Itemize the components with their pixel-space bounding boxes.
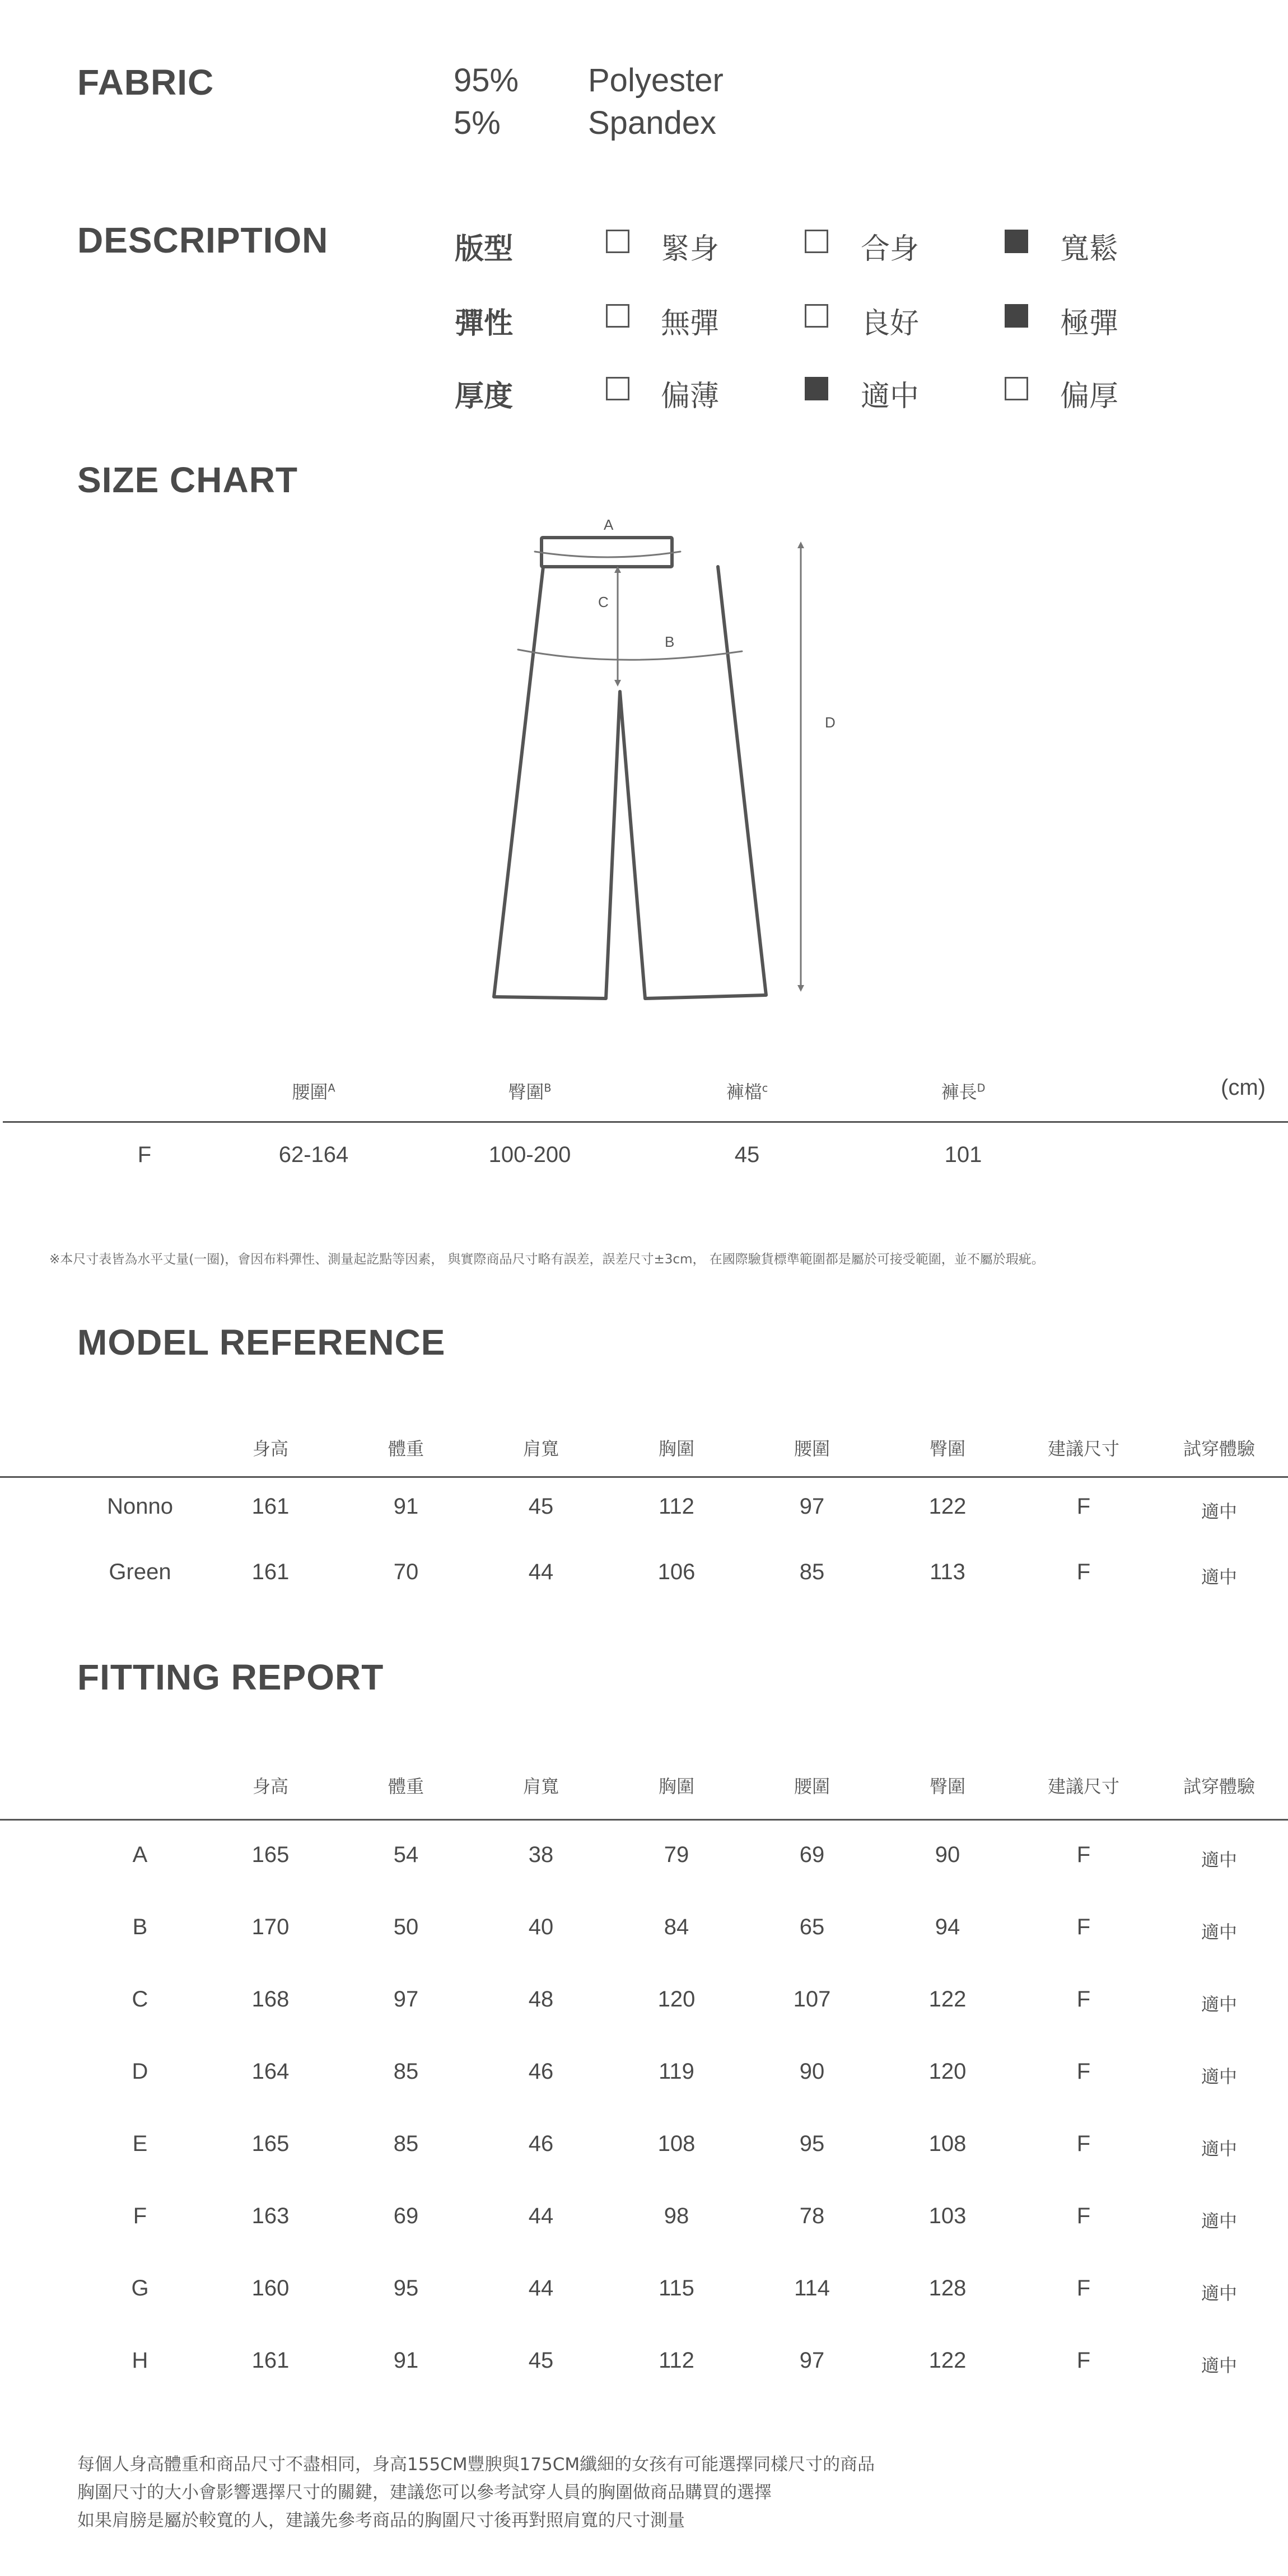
size-cell-hip: 100-200 bbox=[488, 1142, 571, 1167]
table-cell: 54 bbox=[393, 1842, 419, 1867]
model-header-fit-experience: 試穿體驗 bbox=[1183, 1438, 1255, 1459]
table-cell: 114 bbox=[794, 2276, 830, 2300]
option-label: 良好 bbox=[861, 307, 920, 340]
model-reference-title: MODEL REFERENCE bbox=[77, 1322, 446, 1362]
table-cell: F bbox=[1076, 2059, 1091, 2084]
checkbox-elastic-2 bbox=[1005, 304, 1028, 328]
pants-diagram bbox=[482, 507, 836, 1011]
table-cell: 50 bbox=[393, 1915, 419, 1939]
size-cell-size: F bbox=[137, 1142, 152, 1167]
table-cell: 46 bbox=[528, 2131, 554, 2156]
table-cell: 113 bbox=[930, 1560, 965, 1584]
size-table-divider bbox=[3, 1121, 1288, 1123]
fitting-header-weight: 體重 bbox=[388, 1776, 424, 1797]
table-cell: 170 bbox=[251, 1915, 290, 1939]
table-cell: 97 bbox=[393, 1987, 419, 2012]
table-cell: 70 bbox=[393, 1560, 419, 1584]
table-cell: 85 bbox=[393, 2131, 419, 2156]
option-label: 偏厚 bbox=[1060, 380, 1119, 413]
checkbox-fit-2 bbox=[1005, 230, 1028, 253]
table-cell: 168 bbox=[251, 1987, 290, 2012]
fabric-percent-1: 95% bbox=[454, 62, 519, 99]
table-cell: 65 bbox=[799, 1915, 825, 1939]
table-cell: F bbox=[1076, 1560, 1091, 1584]
fitting-header-waist: 腰圍 bbox=[794, 1776, 830, 1797]
fitting-report-title: FITTING REPORT bbox=[77, 1657, 384, 1697]
tester-label: H bbox=[132, 2348, 148, 2373]
table-cell: 94 bbox=[935, 1915, 960, 1939]
checkbox-thick-1 bbox=[805, 377, 828, 400]
size-header-hip: 臀圍$^B$ bbox=[508, 1081, 552, 1103]
table-cell: 98 bbox=[664, 2204, 689, 2228]
option-label: 寬鬆 bbox=[1060, 232, 1119, 266]
table-cell: 適中 bbox=[1201, 1566, 1237, 1588]
table-cell: 69 bbox=[393, 2204, 419, 2228]
table-cell: 46 bbox=[528, 2059, 554, 2084]
checkbox-thick-0 bbox=[606, 377, 629, 400]
checkbox-thick-2 bbox=[1005, 377, 1028, 400]
model-header-hip: 臀圍 bbox=[929, 1438, 965, 1459]
model-table-divider bbox=[0, 1476, 1288, 1478]
footer-line-2: 胸圍尺寸的大小會影響選擇尺寸的關鍵，建議您可以參考試穿人員的胸圍做商品購買的選擇 bbox=[77, 2482, 772, 2503]
table-cell: 45 bbox=[528, 2348, 554, 2373]
diagram-label-d: D bbox=[825, 714, 836, 731]
size-cell-waist: 62-164 bbox=[278, 1142, 349, 1167]
table-cell: F bbox=[1076, 2348, 1091, 2373]
table-cell: 163 bbox=[251, 2204, 290, 2228]
size-header-length: 褲長$^D$ bbox=[941, 1081, 986, 1103]
size-chart-note: ※本尺寸表皆為水平丈量(一圈)，會因布料彈性、測量起訖點等因素， 與實際商品尺寸略有誤差，誤差尺寸±3cm， 在國際驗貨標準範圍都是屬於可接受範圍，並不屬於瑕疵。 bbox=[49, 1252, 1044, 1267]
tester-label: A bbox=[132, 1842, 148, 1867]
table-cell: 97 bbox=[799, 2348, 825, 2373]
table-cell: 44 bbox=[528, 2204, 554, 2228]
footer-line-3: 如果肩膀是屬於較寬的人，建議先參考商品的胸圍尺寸後再對照肩寬的尺寸測量 bbox=[77, 2510, 685, 2531]
table-cell: 40 bbox=[528, 1915, 554, 1939]
tester-label: C bbox=[132, 1987, 148, 2012]
diagram-label-c: C bbox=[598, 594, 609, 610]
table-cell: 115 bbox=[659, 2276, 694, 2300]
table-cell: 90 bbox=[799, 2059, 825, 2084]
table-cell: F bbox=[1076, 2276, 1091, 2300]
tester-label: E bbox=[132, 2131, 148, 2156]
table-cell: 69 bbox=[799, 1842, 825, 1867]
table-cell: 85 bbox=[799, 1560, 825, 1584]
table-cell: 78 bbox=[799, 2204, 825, 2228]
model-header-height: 身高 bbox=[252, 1438, 288, 1459]
footer-line-1: 每個人身高體重和商品尺寸不盡相同，身高155CM豐腴與175CM纖細的女孩有可能選擇同樣尺寸的商品 bbox=[77, 2454, 875, 2475]
table-cell: 112 bbox=[659, 2348, 694, 2373]
table-cell: 128 bbox=[928, 2276, 967, 2300]
fitting-header-shoulder: 肩寬 bbox=[522, 1776, 559, 1797]
table-cell: 85 bbox=[393, 2059, 419, 2084]
fabric-title: FABRIC bbox=[77, 62, 214, 102]
table-cell: 84 bbox=[664, 1915, 689, 1939]
option-label: 極彈 bbox=[1060, 307, 1119, 340]
table-cell: 106 bbox=[657, 1560, 696, 1584]
table-cell: 120 bbox=[657, 1987, 696, 2012]
table-cell: 79 bbox=[664, 1842, 689, 1867]
table-cell: 90 bbox=[935, 1842, 960, 1867]
checkbox-elastic-1 bbox=[805, 304, 828, 328]
model-name: Green bbox=[109, 1560, 171, 1584]
table-cell: 適中 bbox=[1201, 1994, 1237, 2015]
checkbox-elastic-0 bbox=[606, 304, 629, 328]
table-cell: 38 bbox=[528, 1842, 554, 1867]
model-header-weight: 體重 bbox=[388, 1438, 424, 1459]
table-cell: 適中 bbox=[1201, 1501, 1237, 1522]
fabric-percent-2: 5% bbox=[454, 105, 501, 141]
model-header-shoulder: 肩寬 bbox=[522, 1438, 559, 1459]
table-cell: 44 bbox=[528, 1560, 554, 1584]
table-cell: 107 bbox=[793, 1987, 831, 2012]
table-cell: 適中 bbox=[1201, 2210, 1237, 2232]
table-cell: 165 bbox=[251, 2131, 290, 2156]
table-cell: 165 bbox=[251, 1842, 290, 1867]
fabric-material-2: Spandex bbox=[588, 105, 716, 141]
table-cell: 95 bbox=[799, 2131, 825, 2156]
table-cell: F bbox=[1076, 2204, 1091, 2228]
size-header-rise: 褲檔$^c$ bbox=[726, 1081, 768, 1103]
table-cell: 97 bbox=[799, 1494, 825, 1519]
table-cell: 122 bbox=[928, 1494, 967, 1519]
tester-label: B bbox=[132, 1915, 148, 1939]
desc-label-fit: 版型 bbox=[455, 232, 514, 266]
option-label: 適中 bbox=[861, 380, 920, 413]
table-cell: 適中 bbox=[1201, 2283, 1237, 2304]
table-cell: 164 bbox=[251, 2059, 290, 2084]
fabric-material-1: Polyester bbox=[588, 62, 724, 99]
table-cell: 91 bbox=[393, 1494, 419, 1519]
table-cell: F bbox=[1076, 2131, 1091, 2156]
diagram-label-a: A bbox=[604, 516, 614, 533]
desc-label-elasticity: 彈性 bbox=[455, 307, 514, 340]
table-cell: F bbox=[1076, 1987, 1091, 2012]
table-cell: 適中 bbox=[1201, 2138, 1237, 2159]
table-cell: 適中 bbox=[1201, 2355, 1237, 2376]
size-header-waist: 腰圍$^A$ bbox=[292, 1081, 335, 1103]
size-cell-rise: 45 bbox=[734, 1142, 760, 1167]
checkbox-fit-0 bbox=[606, 230, 629, 253]
table-cell: F bbox=[1076, 1842, 1091, 1867]
table-cell: 108 bbox=[928, 2131, 967, 2156]
fitting-header-fit-experience: 試穿體驗 bbox=[1183, 1776, 1255, 1797]
table-cell: F bbox=[1076, 1494, 1091, 1519]
tester-label: F bbox=[133, 2204, 147, 2228]
table-cell: 48 bbox=[528, 1987, 554, 2012]
diagram-label-b: B bbox=[665, 633, 675, 650]
model-header-suggested-size: 建議尺寸 bbox=[1047, 1438, 1119, 1459]
table-cell: 91 bbox=[393, 2348, 419, 2373]
tester-label: D bbox=[132, 2059, 148, 2084]
table-cell: 適中 bbox=[1201, 1849, 1237, 1870]
size-header-unit: (cm) bbox=[1221, 1075, 1266, 1100]
checkbox-fit-1 bbox=[805, 230, 828, 253]
fitting-header-hip: 臀圍 bbox=[929, 1776, 965, 1797]
table-cell: F bbox=[1076, 1915, 1091, 1939]
table-cell: 103 bbox=[928, 2204, 967, 2228]
size-chart-title: SIZE CHART bbox=[77, 460, 298, 500]
table-cell: 161 bbox=[251, 1494, 290, 1519]
table-cell: 適中 bbox=[1201, 1921, 1237, 1943]
size-cell-length: 101 bbox=[944, 1142, 982, 1167]
option-label: 合身 bbox=[861, 232, 920, 266]
model-header-waist: 腰圍 bbox=[794, 1438, 830, 1459]
fitting-header-suggested-size: 建議尺寸 bbox=[1047, 1776, 1119, 1797]
table-cell: 160 bbox=[251, 2276, 290, 2300]
option-label: 偏薄 bbox=[661, 380, 720, 413]
table-cell: 122 bbox=[928, 1987, 967, 2012]
fitting-table-divider bbox=[0, 1819, 1288, 1821]
table-cell: 119 bbox=[659, 2059, 694, 2084]
table-cell: 161 bbox=[251, 1560, 290, 1584]
table-cell: 95 bbox=[393, 2276, 419, 2300]
table-cell: 44 bbox=[528, 2276, 554, 2300]
desc-label-thickness: 厚度 bbox=[455, 380, 514, 413]
table-cell: 161 bbox=[251, 2348, 290, 2373]
fitting-header-height: 身高 bbox=[252, 1776, 288, 1797]
option-label: 緊身 bbox=[661, 232, 720, 266]
table-cell: 120 bbox=[928, 2059, 967, 2084]
table-cell: 108 bbox=[657, 2131, 696, 2156]
table-cell: 45 bbox=[528, 1494, 554, 1519]
model-name: Nonno bbox=[107, 1494, 173, 1519]
option-label: 無彈 bbox=[661, 307, 720, 340]
table-cell: 適中 bbox=[1201, 2066, 1237, 2087]
description-title: DESCRIPTION bbox=[77, 220, 329, 260]
model-header-chest: 胸圍 bbox=[658, 1438, 694, 1459]
tester-label: G bbox=[131, 2276, 149, 2300]
fitting-header-chest: 胸圍 bbox=[658, 1776, 694, 1797]
table-cell: 122 bbox=[928, 2348, 967, 2373]
table-cell: 112 bbox=[659, 1494, 694, 1519]
